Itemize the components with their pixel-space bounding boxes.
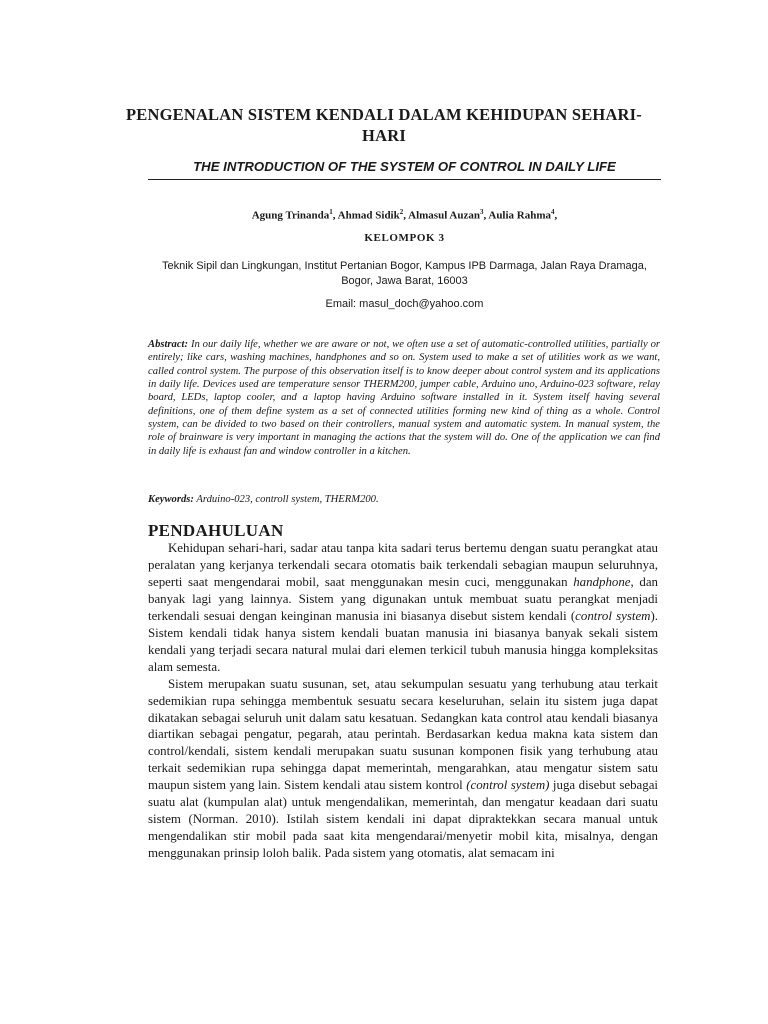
text-run: (control system) [466, 778, 550, 793]
text-run: Kehidupan sehari-hari, sadar atau tanpa kita sadari terus bertemu dengan suatu perangkat atau peralatan yang kerjanya terkendali secara otomatis baik terkendali sebagian maupun seluruhnya, seperti saat mengendarai mobil, saat menggunakan mesin cuci, menggunakan [148, 541, 658, 589]
paper-title: PENGENALAN SISTEM KENDALI DALAM KEHIDUPAN SEHARI-HARI [125, 105, 642, 145]
text-run: control system [575, 608, 651, 623]
group-label: KELOMPOK 3 [364, 232, 445, 244]
author-name: Agung Trinanda [251, 209, 330, 222]
author-name: Almasul Auzan [408, 209, 480, 222]
text-run: Sistem merupakan suatu susunan, set, atau sekumpulan sesuatu yang terhubung atau terkait sedemikian rupa sehingga membentuk sesuatu secara keseluruhan, selain itu sistem juga dapat dikatakan sebagai seluruh unit dalam satu kesatuan. Sedangkan kata control atau kendali biasanya diartikan sebagai pengatur, pegarah, atau perintah. Berdasarkan kedua makna kata sistem dan control/kendali, sistem kendali merupakan suatu susunan komponen fisik yang terhubung atau terkait sedemikian rupa sehingga dapat memerintah, mengarahkan, atau mengatur sistem satu maupun sistem yang lain. Sistem kendali atau sistem kontrol [148, 676, 658, 793]
author-affiliation-mark: 3 [479, 208, 484, 216]
keywords-text: Arduino-023, controll system, THERM200. [196, 494, 379, 505]
text-run: , dan banyak lagi yang lainnya. Sistem yang digunakan untuk membuat suatu perangkat menjadi terkendali sesuai dengan keinginan manusia ini biasanya disebut sistem kendali ( [148, 574, 658, 623]
affiliation: Teknik Sipil dan Lingkungan, Institut Pertanian Bogor, Kampus IPB Darmaga, Jalan Raya Dramaga, Bogor, Jawa Barat, 16003 [162, 260, 647, 287]
abstract-text: In our daily life, whether we are aware or not, we often use a set of automatic-controlled utilities, partially or entirely; like cars, washing machines, handphones and so on. System used to make a set of utilities work as we want, called control system. The purpose of this observation itself is to know deeper about control system and its applications in daily life. Devices used are temperature sensor THERM200, jumper cable, Arduino uno, Arduino-023 software, relay board, LEDs, laptop cooler, and a laptop having Arduino software installed in it. System itself having several definitions, one of them define system as a set of connected utilities forming new kind of thing as a whole. Control system, can be divided to two based on their controllers, manual system and automatic system. In manual system, the role of brainware is very important in managing the actions that the system will do. One of the application we can find in daily life is exhaust fan and window controller in a kitchen. [148, 339, 660, 457]
body-text [148, 540, 658, 862]
paper-subtitle: THE INTRODUCTION OF THE SYSTEM OF CONTROL IN DAILY LIFE [193, 159, 616, 174]
text-run: juga disebut sebagai suatu alat (kumpulan alat) untuk mengendalikan, memerintah, dan mengatur keadaan dari suatu sistem (Norman. 2010). Istilah sistem kendali ini dapat dipraktekkan secara manual untuk mengendalikan stir mobil pada saat kita mengendarai/menyetir mobil kita, misalnya, dengan menggunakan prinsip loloh balik. Pada sistem yang otomatis, alat semacam ini [148, 778, 659, 861]
email-line: Email: masul_doch@yahoo.com [325, 298, 484, 310]
author-affiliation-mark: 4 [551, 208, 555, 216]
section-heading: PENDAHULUAN [148, 521, 284, 540]
text-run: handphone [573, 574, 631, 589]
abstract-label: Abstract: [148, 339, 189, 350]
title-divider [148, 179, 661, 180]
author-list: Agung Trinanda$^1$, Ahmad Sidik$^2$, Almasul Auzan$^3$, Aulia Rahma$^4$, [251, 208, 558, 222]
paragraph-1 [148, 540, 658, 676]
keywords-label: Keywords: [148, 494, 194, 505]
keywords [148, 493, 660, 507]
author-name: Aulia Rahma [488, 209, 552, 222]
abstract [148, 338, 660, 458]
author-affiliation-mark: 1 [329, 208, 333, 216]
author-affiliation-mark: 2 [399, 208, 404, 216]
paragraph-2 [148, 676, 658, 862]
text-run: ). Sistem kendali tidak hanya sistem kendali buatan manusia ini biasanya banyak sekali sistem kendali yang terjadi secara natural mulai dari elemen terkicil tubuh manusia hingga kompleksitas alam semesta. [148, 608, 658, 674]
author-name: Ahmad Sidik [337, 209, 400, 222]
